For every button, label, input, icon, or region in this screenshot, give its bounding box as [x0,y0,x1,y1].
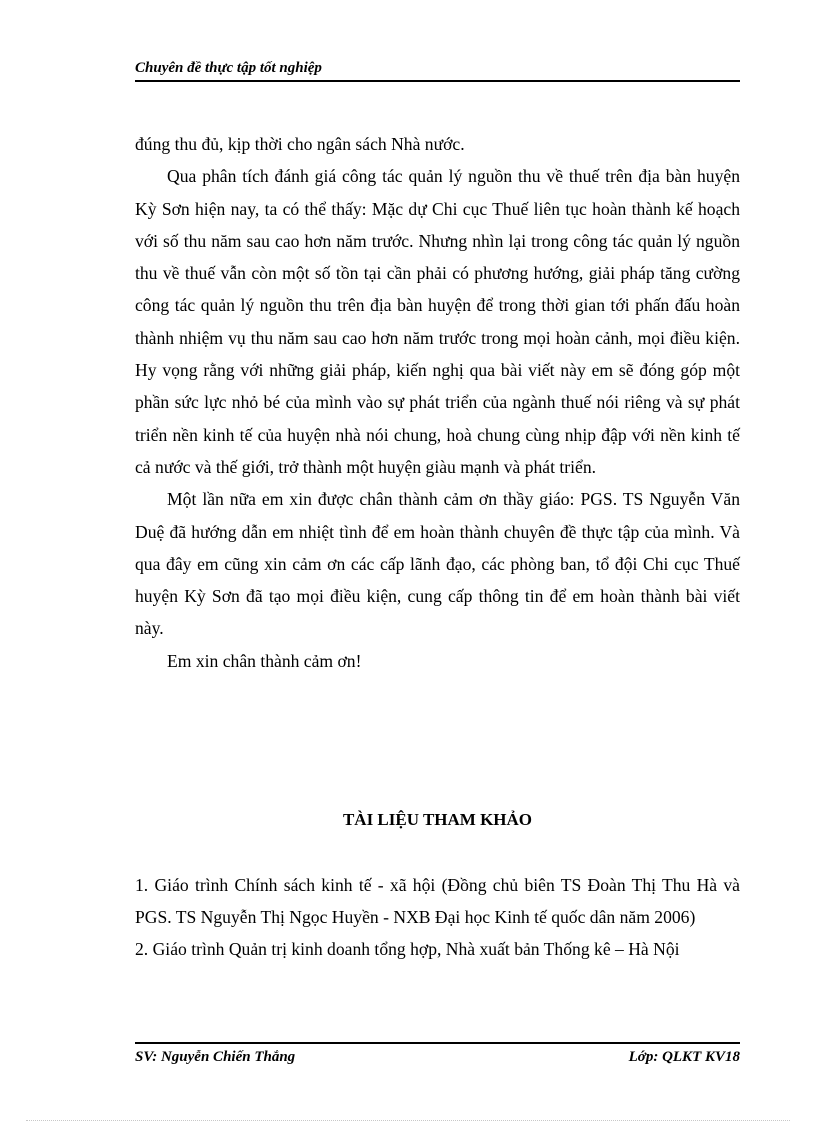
reference-item: 2. Giáo trình Quản trị kinh doanh tổng hợp, Nhà xuất bản Thống kê – Hà Nội [135,939,680,959]
header-title: Chuyên đề thực tập tốt nghiệp [135,60,322,76]
footer-class: Lớp: QLKT KV18 [628,1049,740,1065]
page-footer [135,1042,740,1074]
body-text [135,128,740,677]
paragraph-closing: Em xin chân thành cảm ơn! [167,650,362,671]
paragraph-continuation: đúng thu đủ, kịp thời cho ngân sách Nhà nước. [135,134,465,154]
references-title: TÀI LIỆU THAM KHẢO [342,810,533,829]
paragraph-analysis: Qua phân tích đánh giá công tác quản lý nguồn thu về thuế trên địa bàn huyện Kỳ Sơn hiện nay, ta có thể thấy: Mặc dự Chi cục Thuế liên tục hoàn thành kế hoạch với số thu năm sau cao hơn năm trước. Nhưng nhìn lại trong công tác quản lý nguồn thu về thuế vẫn còn một số tồn tại cần phải có phương hướng, giải pháp tăng cường công tác quản lý nguồn thu trên địa bàn huyện để trong thời gian tới phấn đấu hoàn thành nhiệm vụ thu năm sau cao hơn năm trước trong mọi hoàn cảnh, mọi điều kiện. Hy vọng rằng với những giải pháp, kiến nghị qua bài viết này em sẽ đóng góp một phần sức lực nhỏ bé của mình vào sự phát triển của ngành thuế nói riêng và sự phát triển nền kinh tế của huyện nhà nói chung, hoà chung cùng nhịp đập với nền kinh tế cả nước và thế giới, trở thành một huyện giàu mạnh và phát triển. [135,166,740,477]
page-edge-divider [26,1120,790,1121]
reference-item: 1. Giáo trình Chính sách kinh tế - xã hội (Đồng chủ biên TS Đoàn Thị Thu Hà và PGS. TS Nguyễn Thị Ngọc Huyền - NXB Đại học Kinh tế quốc dân năm 2006) [135,875,740,927]
references-list [135,869,740,965]
footer-student: SV: Nguyễn Chiến Thắng [135,1049,296,1065]
paragraph-thanks: Một lần nữa em xin được chân thành cảm ơn thầy giáo: PGS. TS Nguyễn Văn Duệ đã hướng dẫn em nhiệt tình để em hoàn thành chuyên đề thực tập của mình. Và qua đây em cũng xin cảm ơn các cấp lãnh đạo, các phòng ban, tổ đội Chi cục Thuế huyện Kỳ Sơn đã tạo mọi điều kiện, cung cấp thông tin để em hoàn thành bài viết này. [135,489,740,639]
page-header [135,56,740,82]
